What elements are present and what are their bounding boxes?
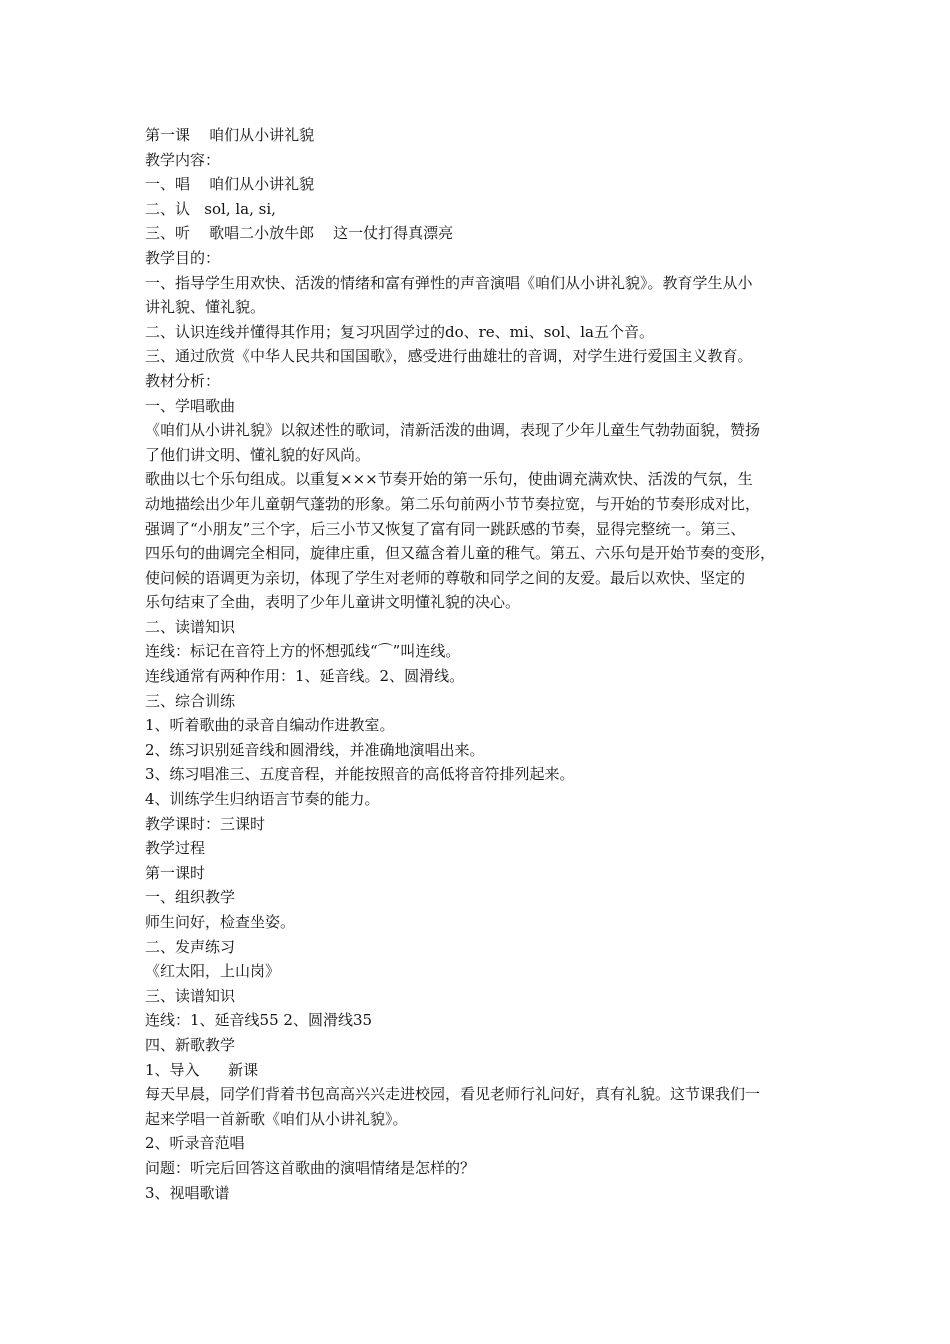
text-line: 连线：1、延音线55 2、圆滑线35 <box>145 1011 373 1030</box>
text-line: 一、学唱歌曲 <box>145 396 236 415</box>
text-line: 《红太阳，上山岗》 <box>145 962 281 981</box>
text-line: 连线：标记在音符上方的怀想弧线“⌒”叫连线。 <box>145 642 461 661</box>
text-line: 起来学唱一首新歌《咱们从小讲礼貌》。 <box>145 1109 408 1128</box>
section-heading: 教学过程 <box>145 839 206 858</box>
text-line: 四、新歌教学 <box>145 1035 236 1054</box>
text-line: 一、唱 咱们从小讲礼貌 <box>145 175 315 194</box>
text-line: 三、听 歌唱二小放牛郎 这一仗打得真漂亮 <box>145 224 454 243</box>
text-line: 讲礼貌、懂礼貌。 <box>145 298 266 317</box>
text-line: 二、读谱知识 <box>145 617 236 636</box>
text-line: 二、认 sol, la, si, <box>145 199 276 218</box>
text-line: 二、认识连线并懂得其作用；复习巩固学过的do、re、mi、sol、la五个音。 <box>145 322 654 341</box>
lesson-title: 第一课 咱们从小讲礼貌 <box>145 126 315 144</box>
text-line: 教学课时：三课时 <box>145 814 266 833</box>
section-heading: 教材分析： <box>145 371 221 390</box>
section-heading: 教学内容： <box>145 150 221 169</box>
text-line: 了他们讲文明、懂礼貌的好风尚。 <box>145 445 371 464</box>
text-line: 1、导入 新课 <box>145 1060 259 1079</box>
text-line: 三、读谱知识 <box>145 986 236 1005</box>
text-line: 2、听录音范唱 <box>145 1134 245 1153</box>
text-line: 4、训练学生归纳语言节奏的能力。 <box>145 790 380 809</box>
text-line: 强调了“小朋友”三个字，后三小节又恢复了富有同一跳跃感的节奏，显得完整统一。第三、 <box>145 519 746 538</box>
document-body <box>145 123 817 1205</box>
text-line: 问题：听完后回答这首歌曲的演唱情绪是怎样的？ <box>145 1158 476 1177</box>
text-line: 使问候的语调更为亲切，体现了学生对老师的尊敬和同学之间的友爱。最后以欢快、坚定的 <box>145 568 746 587</box>
text-line: 第一课时 <box>145 863 206 882</box>
text-line: 3、视唱歌谱 <box>145 1183 230 1202</box>
text-line: 动地描绘出少年儿童朝气蓬勃的形象。第二乐句前两小节节奏拉宽，与开始的节奏形成对比， <box>145 494 761 513</box>
text-line: 一、组织教学 <box>145 888 236 907</box>
text-line: 连线通常有两种作用：1、延音线。2、圆滑线。 <box>145 667 465 686</box>
text-line: 《咱们从小讲礼貌》以叙述性的歌词，清新活泼的曲调，表现了少年儿童生气勃勃面貌，赞扬 <box>145 421 761 440</box>
text-line: 师生问好，检查坐姿。 <box>145 913 296 931</box>
text-line: 每天早晨，同学们背着书包高高兴兴走进校园，看见老师行礼问好，真有礼貌。这节课我们一 <box>145 1085 761 1104</box>
text-line: 二、发声练习 <box>145 937 236 956</box>
text-line: 三、通过欣赏《中华人民共和国国歌》，感受进行曲雄壮的音调，对学生进行爱国主义教育。 <box>145 347 753 366</box>
text-line: 3、练习唱准三、五度音程，并能按照音的高低将音符排列起来。 <box>145 765 575 784</box>
text-line: 1、听着歌曲的录音自编动作进教室。 <box>145 716 395 735</box>
text-line: 一、指导学生用欢快、活泼的情绪和富有弹性的声音演唱《咱们从小讲礼貌》。教育学生从小 <box>145 273 753 292</box>
text-line: 乐句结束了全曲，表明了少年儿童讲文明懂礼貌的决心。 <box>145 593 521 612</box>
text-line: 三、综合训练 <box>145 691 236 710</box>
text-line: 2、练习识别延音线和圆滑线，并准确地演唱出来。 <box>145 740 485 759</box>
text-line: 歌曲以七个乐句组成。以重复×××节奏开始的第一乐句，使曲调充满欢快、活泼的气氛，生 <box>145 470 753 489</box>
section-heading: 教学目的： <box>145 248 221 267</box>
text-line: 四乐句的曲调完全相同，旋律庄重，但又蕴含着儿童的稚气。第五、六乐句是开始节奏的变形， <box>145 544 776 563</box>
